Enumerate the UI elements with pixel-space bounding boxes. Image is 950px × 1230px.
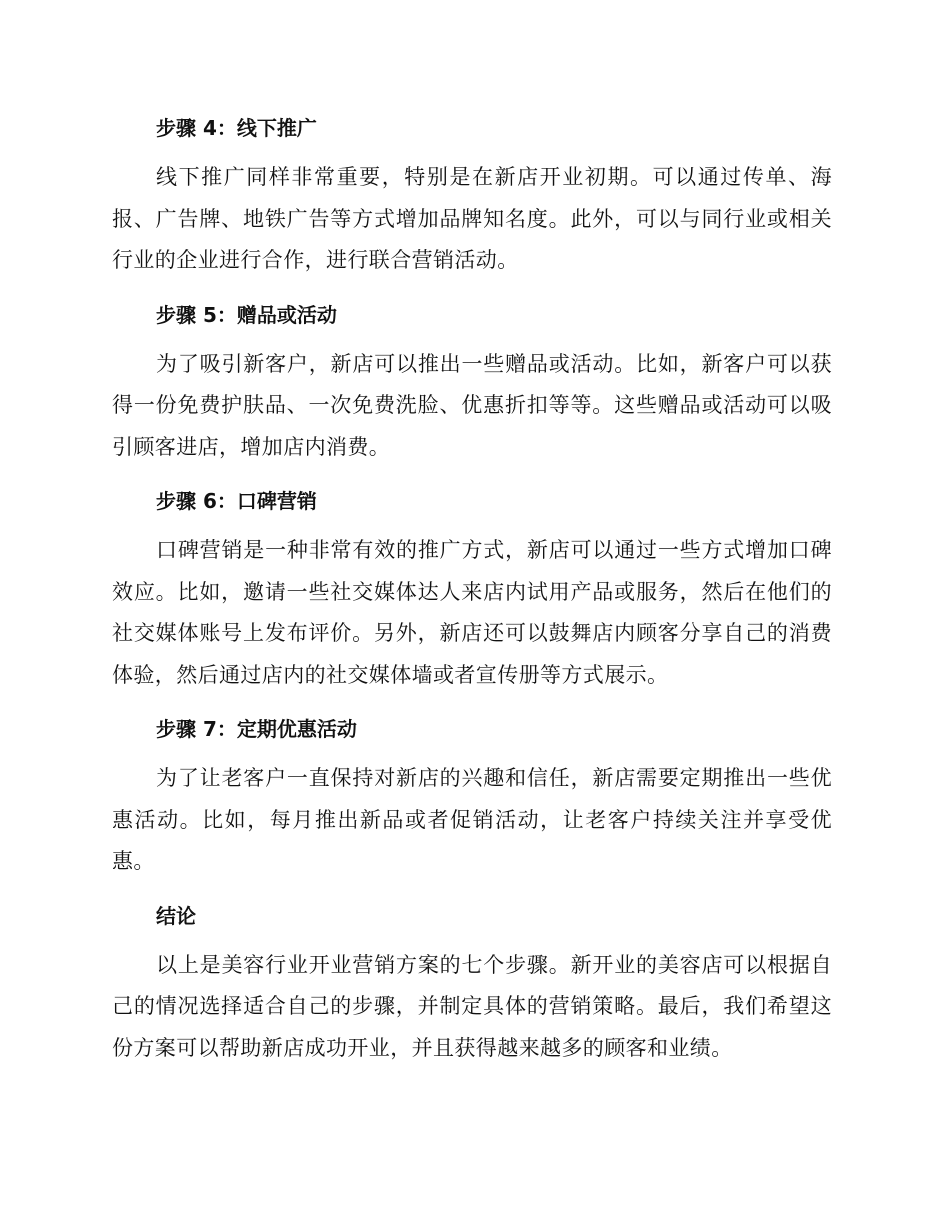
section-heading-conclusion: 结论 xyxy=(156,903,196,928)
section-heading-step-5: 步骤 5：赠品或活动 xyxy=(156,302,337,327)
document-body xyxy=(112,108,832,1082)
section-paragraph-step-6: 口碑营销是一种非常有效的推广方式，新店可以通过一些方式增加口碑效应。比如，邀请一些社交媒体达人来店内试用产品或服务，然后在他们的社交媒体账号上发布评价。另外，新店还可以鼓舞店内顾客分享自己的消费体验，然后通过店内的社交媒体墙或者宣传册等方式展示。 xyxy=(112,538,832,687)
section-paragraph-step-7: 为了让老客户一直保持对新店的兴趣和信任，新店需要定期推出一些优惠活动。比如，每月推出新品或者促销活动，让老客户持续关注并享受优惠。 xyxy=(112,766,832,873)
section-paragraph-step-5: 为了吸引新客户，新店可以推出一些赠品或活动。比如，新客户可以获得一份免费护肤品、一次免费洗脸、优惠折扣等等。这些赠品或活动可以吸引顾客进店，增加店内消费。 xyxy=(112,351,832,459)
section-heading-step-6: 步骤 6：口碑营销 xyxy=(156,489,317,513)
section-heading-step-7: 步骤 7：定期优惠活动 xyxy=(156,717,357,741)
section-paragraph-conclusion: 以上是美容行业开业营销方案的七个步骤。新开业的美容店可以根据自己的情况选择适合自己的步骤，并制定具体的营销策略。最后，我们希望这份方案可以帮助新店成功开业，并且获得越来越多的顾客和业绩。 xyxy=(112,952,832,1060)
section-heading-step-4: 步骤 4：线下推广 xyxy=(156,116,317,140)
section-paragraph-step-4: 线下推广同样非常重要，特别是在新店开业初期。可以通过传单、海报、广告牌、地铁广告等方式增加品牌知名度。此外，可以与同行业或相关行业的企业进行合作，进行联合营销活动。 xyxy=(112,165,832,272)
